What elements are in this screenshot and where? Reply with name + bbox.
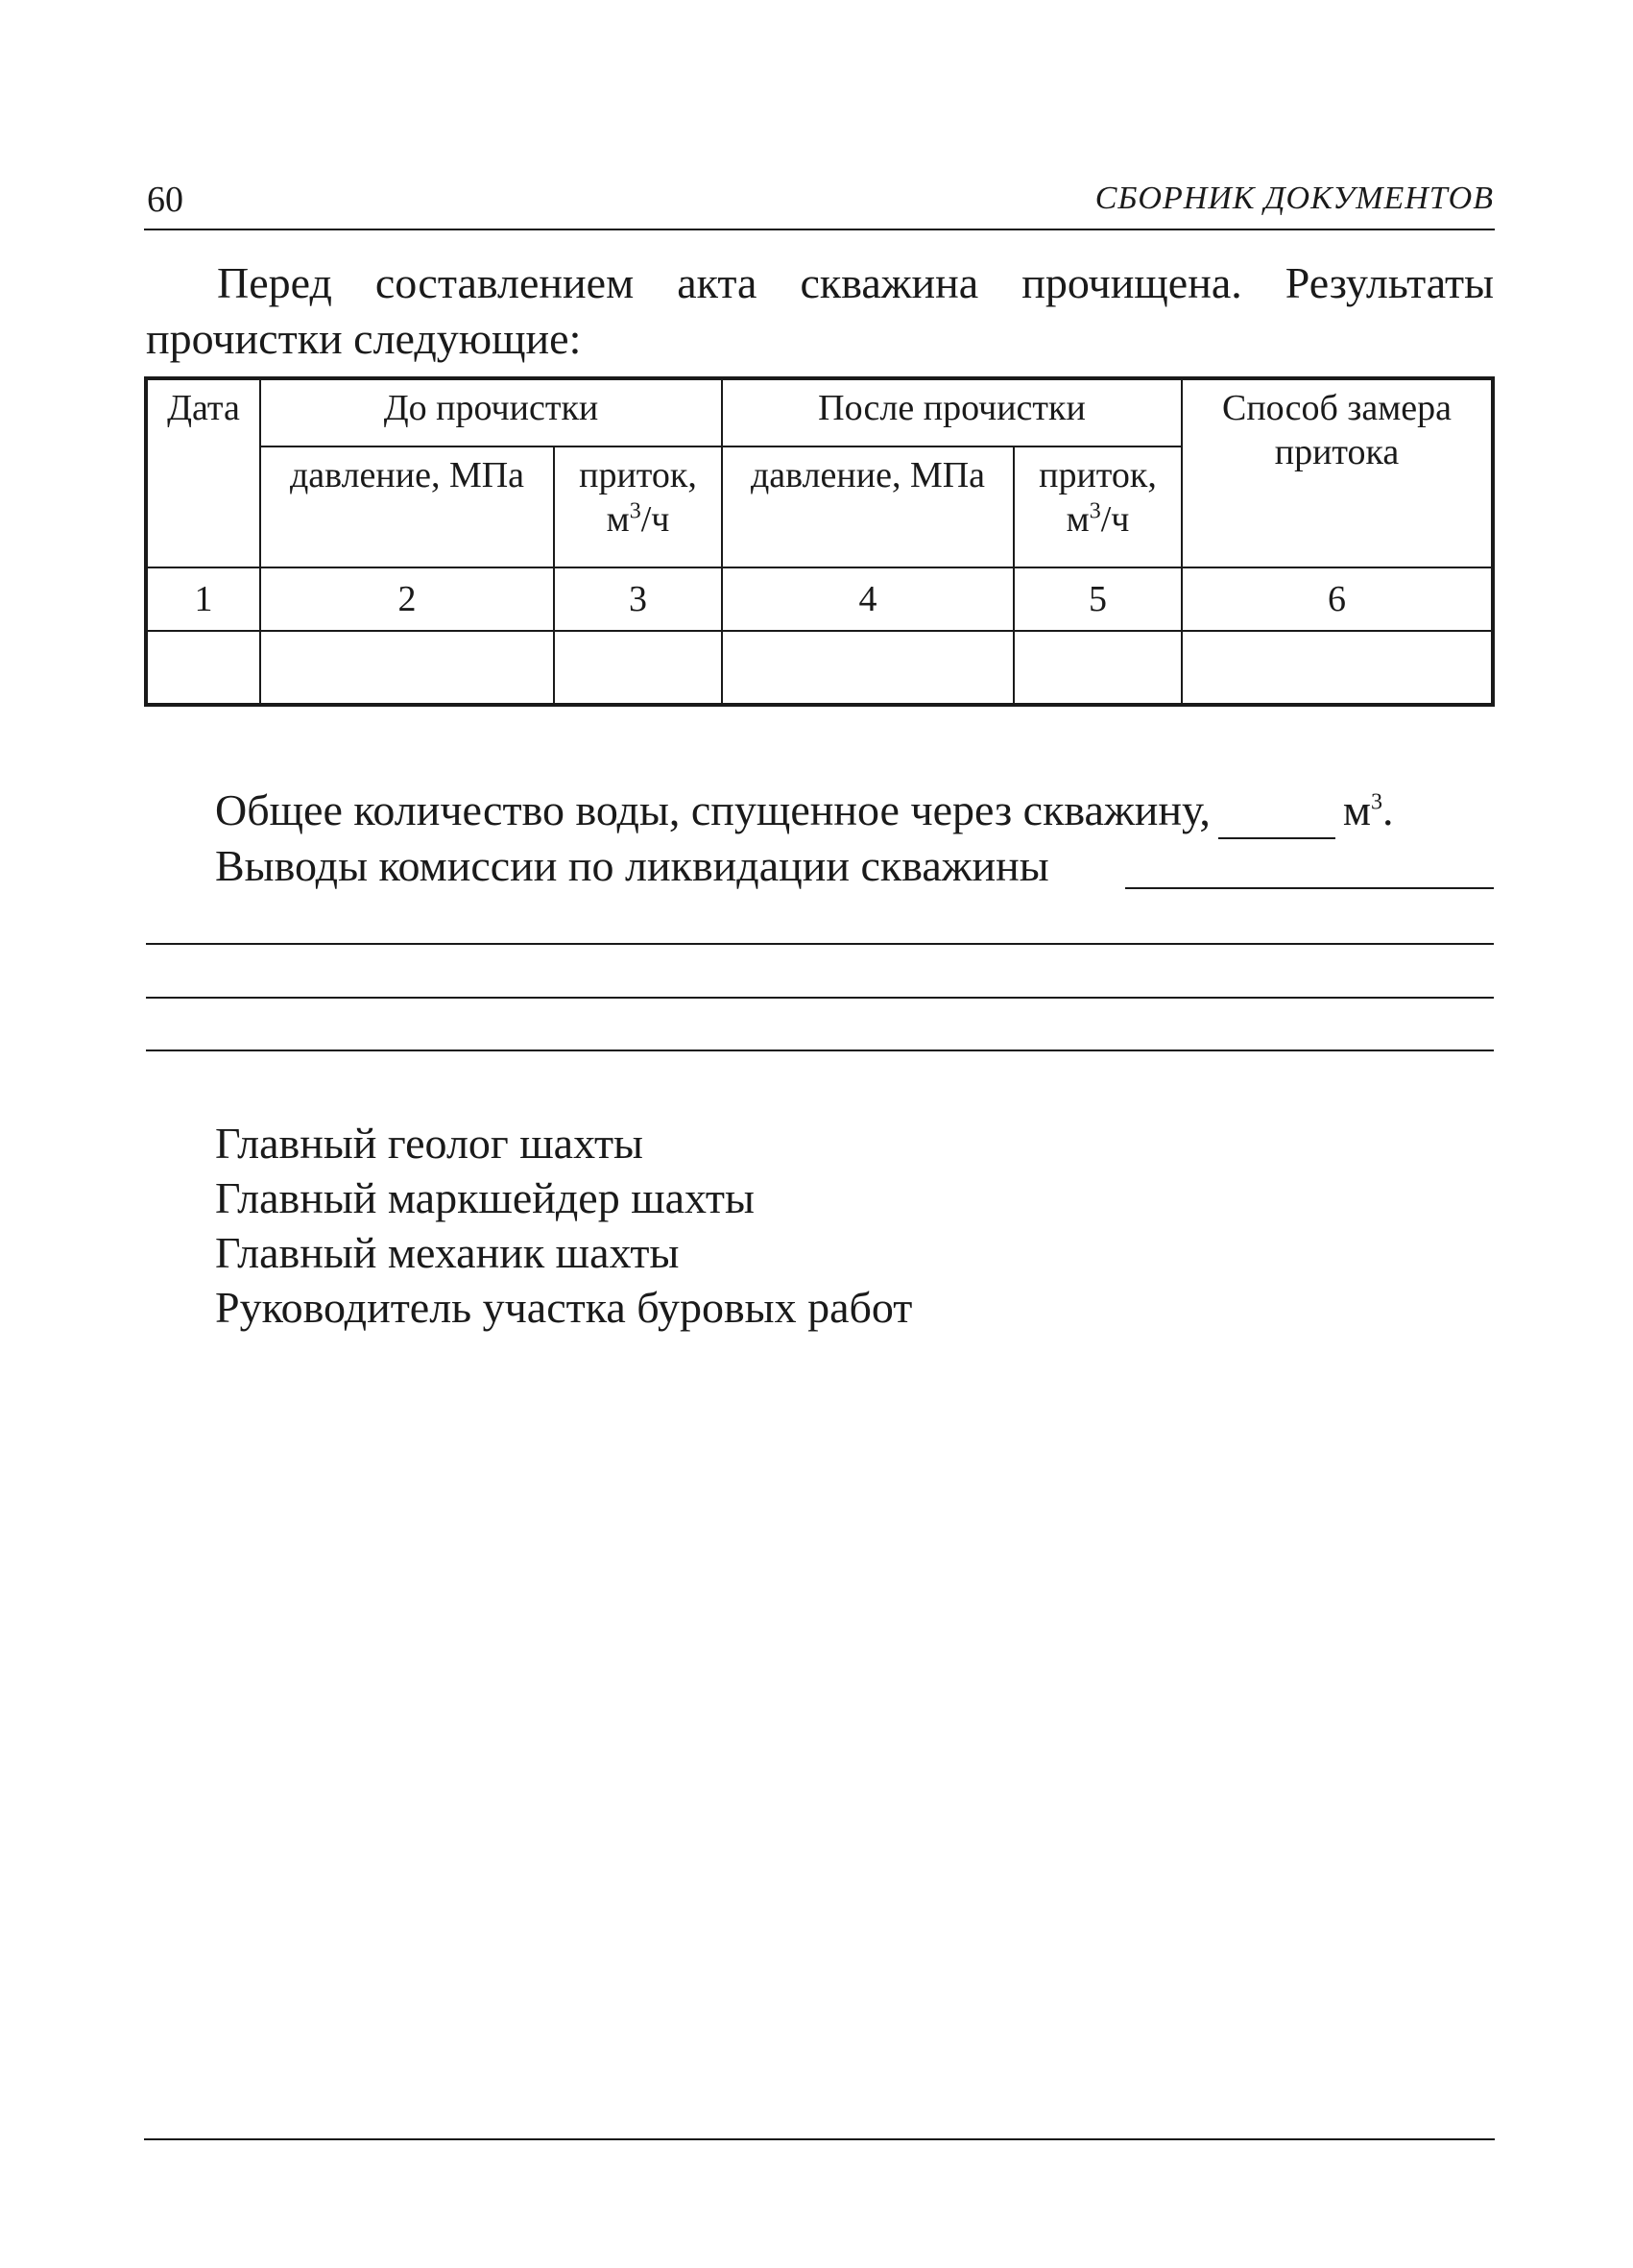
total-water-label: Общее количество воды, спущенное через скважину, xyxy=(215,785,1211,834)
total-water-period: . xyxy=(1381,785,1394,834)
header-measure-method-line2: притока xyxy=(1274,432,1400,472)
inflow-unit-base: м xyxy=(606,499,630,540)
column-number: 6 xyxy=(1182,567,1493,631)
signatory-chief-mechanic: Главный механик шахты xyxy=(215,1228,680,1277)
header-pressure-before: давление, МПа xyxy=(260,446,554,567)
table-cell-blank[interactable] xyxy=(260,631,554,705)
page-number: 60 xyxy=(147,180,183,220)
table-cell-blank[interactable] xyxy=(722,631,1014,705)
total-water-blank[interactable] xyxy=(1218,784,1335,839)
intro-paragraph: Перед составлением акта скважина прочищена. Результаты прочистки следующие: xyxy=(146,258,1494,363)
conclusion-fill-line[interactable] xyxy=(146,997,1494,999)
table-cell-blank[interactable] xyxy=(554,631,722,705)
column-number: 5 xyxy=(1014,567,1182,631)
table-header-row xyxy=(146,378,1493,446)
column-number: 1 xyxy=(146,567,260,631)
table-cell-blank[interactable] xyxy=(1014,631,1182,705)
inflow-unit xyxy=(607,499,670,540)
signatory-chief-geologist: Главный геолог шахты xyxy=(215,1119,643,1168)
table-cell-blank[interactable] xyxy=(1182,631,1493,705)
total-water-unit: м xyxy=(1342,785,1371,834)
header-inflow-label: приток, xyxy=(579,455,697,495)
conclusion-fill-line[interactable] xyxy=(146,943,1494,945)
header-date: Дата xyxy=(146,378,260,567)
inflow-unit xyxy=(1067,499,1130,540)
header-inflow-after xyxy=(1014,446,1182,567)
inflow-unit-tail: /ч xyxy=(640,499,670,540)
header-measure-method-line1: Способ замера xyxy=(1222,388,1452,428)
inflow-unit-base: м xyxy=(1066,499,1090,540)
inflow-unit-exponent: 3 xyxy=(1089,498,1101,524)
header-rule xyxy=(144,229,1495,230)
signatories-list xyxy=(215,1116,912,1335)
running-title: СБОРНИК ДОКУМЕНТОВ xyxy=(1094,181,1494,216)
header-measure-method xyxy=(1182,378,1493,567)
signatory-chief-surveyor: Главный маркшейдер шахты xyxy=(215,1173,755,1222)
header-inflow-before xyxy=(554,446,722,567)
footer-rule xyxy=(144,2138,1495,2140)
table-cell-blank[interactable] xyxy=(146,631,260,705)
header-after-cleaning: После прочистки xyxy=(722,378,1182,446)
table-column-number-row xyxy=(146,567,1493,631)
inflow-unit-tail: /ч xyxy=(1100,499,1130,540)
column-number: 3 xyxy=(554,567,722,631)
header-pressure-after: давление, МПа xyxy=(722,446,1014,567)
header-inflow-label: приток, xyxy=(1039,455,1157,495)
signatory-drilling-head: Руководитель участка буровых работ xyxy=(215,1283,913,1332)
conclusion-blank[interactable] xyxy=(1125,887,1494,889)
total-water-unit-exponent: 3 xyxy=(1370,789,1382,815)
header-before-cleaning: До прочистки xyxy=(260,378,722,446)
cleaning-results-table xyxy=(144,376,1495,707)
total-water-line xyxy=(215,784,1393,839)
inflow-unit-exponent: 3 xyxy=(629,498,641,524)
conclusion-fill-line[interactable] xyxy=(146,1050,1494,1051)
column-number: 4 xyxy=(722,567,1014,631)
conclusion-label: Выводы комиссии по ликвидации скважины xyxy=(215,841,1049,890)
column-number: 2 xyxy=(260,567,554,631)
table-empty-row xyxy=(146,631,1493,705)
